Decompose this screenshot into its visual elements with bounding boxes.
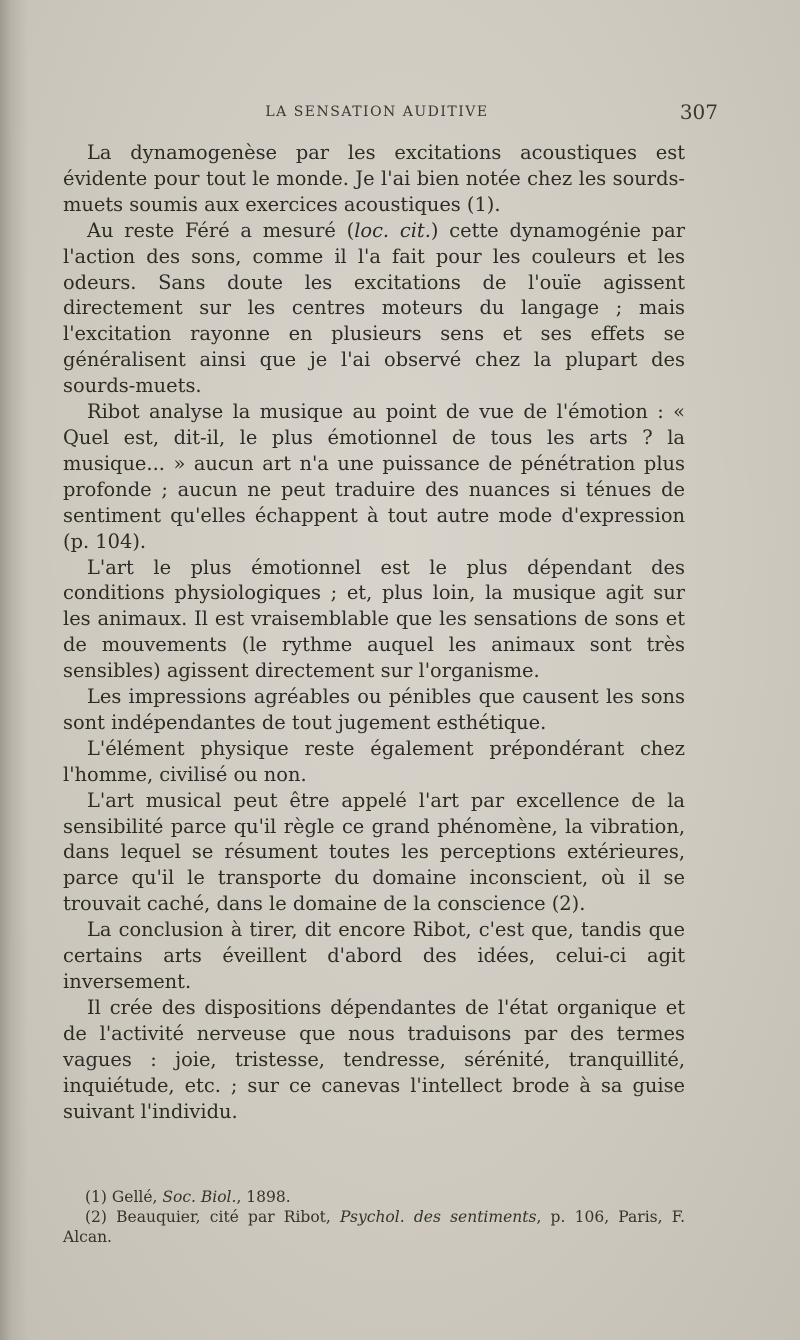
running-title: LA SENSATION AUDITIVE <box>265 104 489 120</box>
page-header <box>36 100 718 128</box>
footnote-1-text: (1) Gellé, <box>85 1188 163 1206</box>
footnote-1-year: , 1898. <box>236 1188 291 1206</box>
paragraph-8: La conclusion à tirer, dit encore Ribot, c'est que, tandis que certains arts éveillent d'abord des idées, celui-ci agit inversement. <box>63 918 685 993</box>
footnote-1 <box>63 1187 685 1207</box>
footnote-2-source: Psychol. des sentiments <box>340 1208 537 1226</box>
paragraph-4: L'art le plus émotionnel est le plus dépendant des conditions physiologiques ; et, plus loin, la musique agit sur les animaux. Il est vraisemblable que les sensations de sons et de mouvements (le rythme auquel les animaux sont très sensibles) agissent directement sur l'organisme. <box>63 555 685 683</box>
paragraph-6: L'élément physique reste également prépondérant chez l'homme, civilisé ou non. <box>63 736 685 786</box>
footnotes <box>63 1187 685 1247</box>
paragraph-1: La dynamogenèse par les excitations acoustiques est évidente pour tout le monde. Je l'ai bien notée chez les sourds-muets soumis aux exercices acoustiques (1). <box>63 141 685 216</box>
footnote-2 <box>63 1207 685 1247</box>
paragraph-2-rest: ) cette dynamogénie par l'action des sons, comme il l'a fait pour les couleurs et les odeurs. Sans doute les excitations de l'ouïe agissent directement sur les centres moteurs du langage ; mais l'excitation rayonne en plusieurs sens et ses effets se généralisent ainsi que je l'ai observé chez la plupart des sourds-muets. <box>63 218 686 398</box>
page-number: 307 <box>679 100 718 124</box>
footnote-1-source: Soc. Biol. <box>162 1188 237 1206</box>
footnote-2-publisher: , p. 106, Paris, F. Alcan. <box>63 1208 685 1246</box>
paragraph-2 <box>63 218 685 399</box>
paragraph-7: L'art musical peut être appelé l'art par excellence de la sensibilité parce qu'il règle ce grand phénomène, la vibration, dans lequel se résument toutes les perceptions extérieures, parce qu'il le transporte du domaine inconscient, où il se trouvait caché, dans le domaine de la conscience (2). <box>63 788 685 916</box>
footnote-2-text: (2) Beauquier, cité par Ribot, <box>85 1208 341 1226</box>
binding-shadow <box>0 0 28 1340</box>
paragraph-9: Il crée des dispositions dépendantes de l'état organique et de l'activité nerveuse que nous traduisons par des termes vagues : joie, tristesse, tendresse, sérénité, tranquillité, inquiétude, etc. ; sur ce canevas l'intellect brode à sa guise suivant l'individu. <box>63 995 685 1123</box>
paragraph-2-start: Au reste Féré a mesuré ( <box>87 218 355 242</box>
body-text <box>63 140 685 1124</box>
paragraph-3: Ribot analyse la musique au point de vue de l'émotion : « Quel est, dit-il, le plus émotionnel de tous les arts ? la musique... » aucun art n'a une puissance de pénétration plus profonde ; aucun ne peut traduire des nuances si ténues de sentiment qu'elles échappent à tout autre mode d'expression (p. 104). <box>63 400 685 553</box>
paragraph-2-citation: loc. cit. <box>354 218 431 242</box>
paragraph-5: Les impressions agréables ou pénibles que causent les sons sont indépendantes de tout jugement esthétique. <box>63 685 685 734</box>
